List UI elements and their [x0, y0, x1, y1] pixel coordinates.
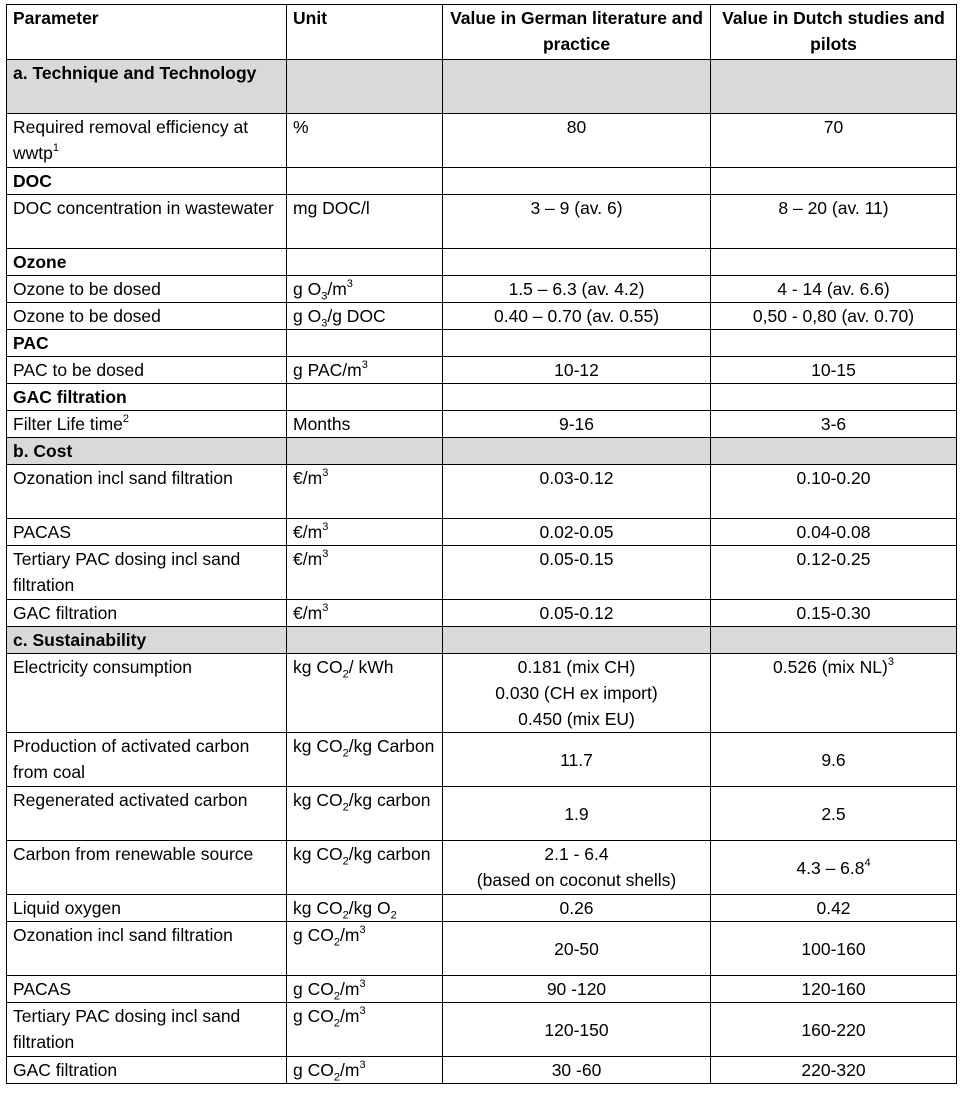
row-dutch-value: 100-160: [711, 922, 957, 976]
subhead-label: Ozone: [7, 249, 287, 276]
header-german: Value in German literature and practice: [443, 5, 711, 60]
table-row: [7, 1003, 957, 1057]
row-unit: kg $CO_2/kg$ $O_2$: [287, 895, 443, 922]
row-dutch-value: 0.10-0.20: [711, 465, 957, 519]
header-parameter: Parameter: [7, 5, 287, 60]
row-parameter: Production of activated carbon from coal: [7, 733, 287, 787]
row-german-value: 30 -60: [443, 1057, 711, 1084]
table-row: [7, 276, 957, 303]
row-german-value: 90 -120: [443, 976, 711, 1003]
row-german-value: 9-16: [443, 411, 711, 438]
row-dutch-value: 0.42: [711, 895, 957, 922]
row-dutch-value: 0,50 - 0,80 (av. 0.70): [711, 303, 957, 330]
row-parameter: Ozonation incl sand filtration: [7, 465, 287, 519]
subhead-row-pac: [7, 330, 957, 357]
subhead-row-ozone: [7, 249, 957, 276]
row-parameter: DOC concentration in wastewater: [7, 195, 287, 249]
row-parameter: Tertiary PAC dosing incl sand filtration: [7, 1003, 287, 1057]
table-row: [7, 411, 957, 438]
row-unit: $€/m^3$: [287, 546, 443, 600]
subhead-label: PAC: [7, 330, 287, 357]
table-row: [7, 195, 957, 249]
row-parameter: GAC filtration: [7, 1057, 287, 1084]
row-dutch-value: 3-6: [711, 411, 957, 438]
row-unit: g $CO_2/m^3$: [287, 976, 443, 1003]
row-dutch-value: 4 - 14 (av. 6.6): [711, 276, 957, 303]
section-label: b. Cost: [7, 438, 287, 465]
comparison-table: [6, 4, 957, 1084]
subhead-label: DOC: [7, 168, 287, 195]
row-unit: kg $CO_2/$ kWh: [287, 654, 443, 733]
row-unit: g $CO_2/m^3$: [287, 922, 443, 976]
row-unit: kg $CO_2/kg$ carbon: [287, 841, 443, 895]
row-parameter: Tertiary PAC dosing incl sand filtration: [7, 546, 287, 600]
row-dutch-value: 0.15-0.30: [711, 600, 957, 627]
row-dutch-value: 8 – 20 (av. 11): [711, 195, 957, 249]
row-dutch-value: 0.526 (mix NL)$^3$: [711, 654, 957, 733]
row-parameter: Required removal efficiency at wwtp$^1$: [7, 114, 287, 168]
row-german-value: 0.26: [443, 895, 711, 922]
row-german-value: 0.03-0.12: [443, 465, 711, 519]
row-unit: kg $CO_2/kg$ carbon: [287, 787, 443, 841]
row-german-value: 3 – 9 (av. 6): [443, 195, 711, 249]
row-parameter: Carbon from renewable source: [7, 841, 287, 895]
header-row: [7, 5, 957, 60]
row-german-value: 11.7: [443, 733, 711, 787]
subhead-row-gac: [7, 384, 957, 411]
row-parameter: PACAS: [7, 519, 287, 546]
row-unit: g $CO_2/m^3$: [287, 1057, 443, 1084]
table-row: [7, 787, 957, 841]
row-parameter: Electricity consumption: [7, 654, 287, 733]
row-unit: $€/m^3$: [287, 600, 443, 627]
table-row: [7, 114, 957, 168]
row-parameter: Ozone to be dosed: [7, 276, 287, 303]
row-unit: %: [287, 114, 443, 168]
row-german-value: 20-50: [443, 922, 711, 976]
table-row: [7, 303, 957, 330]
row-unit: Months: [287, 411, 443, 438]
row-parameter: Filter Life time$^2$: [7, 411, 287, 438]
subhead-row-doc: [7, 168, 957, 195]
row-german-value: 80: [443, 114, 711, 168]
row-unit: $€/m^3$: [287, 465, 443, 519]
row-parameter: PAC to be dosed: [7, 357, 287, 384]
table-row: [7, 976, 957, 1003]
table-row: [7, 519, 957, 546]
row-dutch-value: 120-160: [711, 976, 957, 1003]
row-german-value: 0.05-0.12: [443, 600, 711, 627]
row-unit: g $O_3/m^3$: [287, 276, 443, 303]
row-dutch-value: $4.3 - 6.8^4$: [711, 841, 957, 895]
row-dutch-value: 2.5: [711, 787, 957, 841]
row-german-value: 0.02-0.05: [443, 519, 711, 546]
row-german-value: 0.05-0.15: [443, 546, 711, 600]
row-parameter: GAC filtration: [7, 600, 287, 627]
row-dutch-value: 9.6: [711, 733, 957, 787]
section-row-cost: [7, 438, 957, 465]
row-parameter: Regenerated activated carbon: [7, 787, 287, 841]
table-row: [7, 922, 957, 976]
table-row: [7, 841, 957, 895]
table-row: [7, 733, 957, 787]
table-row: [7, 600, 957, 627]
row-dutch-value: 0.12-0.25: [711, 546, 957, 600]
section-label: c. Sustainability: [7, 627, 287, 654]
row-german-value: 1.9: [443, 787, 711, 841]
row-german-value: 0.181 (mix CH) 0.030 (CH ex import) 0.450 (mix EU): [443, 654, 711, 733]
row-unit: g $O_3/g$ DOC: [287, 303, 443, 330]
row-german-value: 10-12: [443, 357, 711, 384]
row-dutch-value: 10-15: [711, 357, 957, 384]
row-dutch-value: 160-220: [711, 1003, 957, 1057]
table-row: [7, 357, 957, 384]
table-row: [7, 895, 957, 922]
section-row-sustainability: [7, 627, 957, 654]
row-dutch-value: 0.04-0.08: [711, 519, 957, 546]
table-row: [7, 546, 957, 600]
header-dutch: Value in Dutch studies and pilots: [711, 5, 957, 60]
subhead-label: GAC filtration: [7, 384, 287, 411]
row-german-value: 0.40 – 0.70 (av. 0.55): [443, 303, 711, 330]
table-row: [7, 654, 957, 733]
row-german-value: 2.1 - 6.4 (based on coconut shells): [443, 841, 711, 895]
row-german-value: 1.5 – 6.3 (av. 4.2): [443, 276, 711, 303]
row-unit: $€/m^3$: [287, 519, 443, 546]
row-dutch-value: 220-320: [711, 1057, 957, 1084]
table-row: [7, 1057, 957, 1084]
row-parameter: Ozonation incl sand filtration: [7, 922, 287, 976]
row-parameter: Ozone to be dosed: [7, 303, 287, 330]
row-unit: g PAC/$m^3$: [287, 357, 443, 384]
row-parameter: PACAS: [7, 976, 287, 1003]
table-row: [7, 465, 957, 519]
section-label: a. Technique and Technology: [7, 60, 287, 114]
row-dutch-value: 70: [711, 114, 957, 168]
row-parameter: Liquid oxygen: [7, 895, 287, 922]
row-german-value: 120-150: [443, 1003, 711, 1057]
row-unit: kg $CO_2/kg$ Carbon: [287, 733, 443, 787]
row-unit: g $CO_2/m^3$: [287, 1003, 443, 1057]
row-unit: mg DOC/l: [287, 195, 443, 249]
header-unit: Unit: [287, 5, 443, 60]
section-row-technique: [7, 60, 957, 114]
